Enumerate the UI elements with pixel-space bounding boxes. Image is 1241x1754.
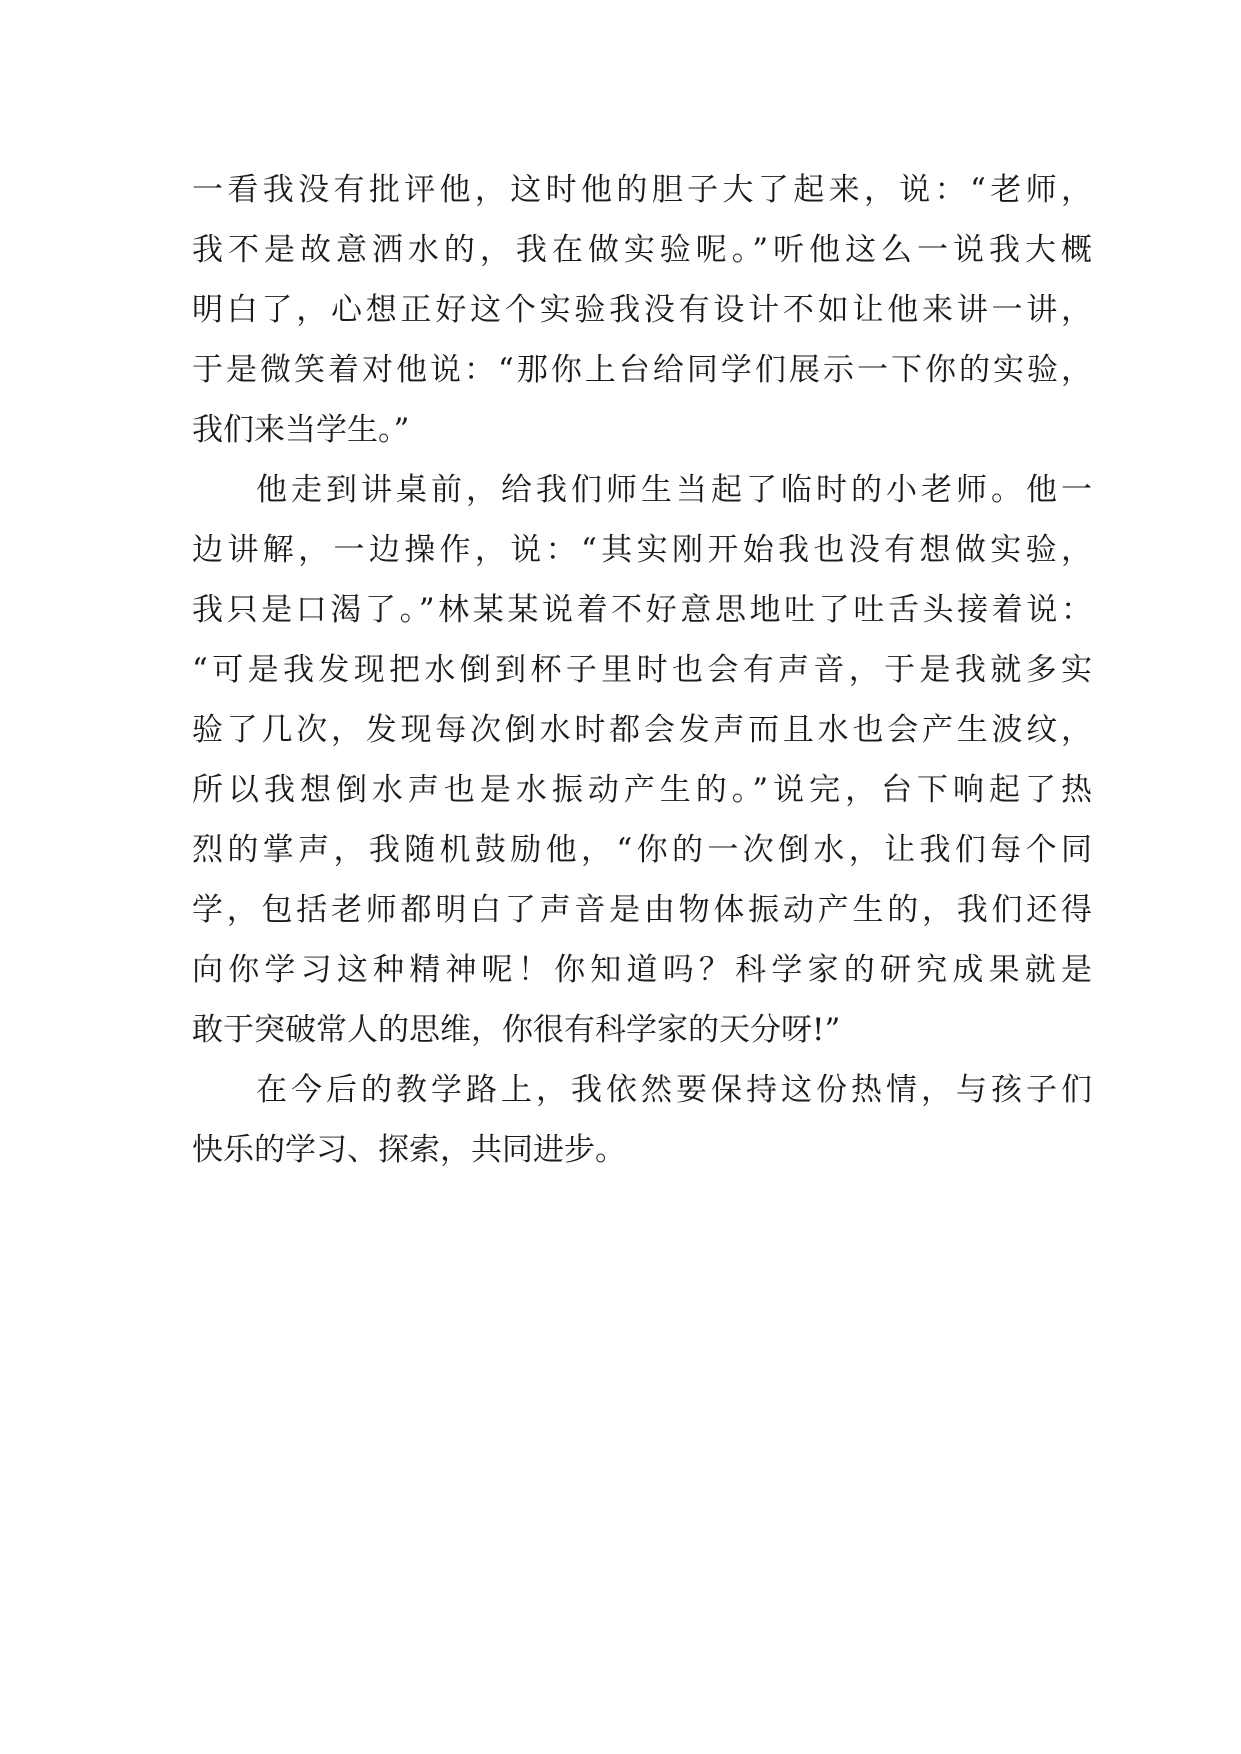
- text-line: “可是我发现把水倒到杯子里时也会有声音，于是我就多实: [192, 652, 1092, 688]
- text-line: 于是微笑着对他说：“那你上台给同学们展示一下你的实验，: [192, 352, 1092, 388]
- text-line: 边讲解，一边操作，说：“其实刚开始我也没有想做实验，: [192, 532, 1092, 568]
- text-line: 敢于突破常人的思维，你很有科学家的天分呀!”: [192, 1012, 841, 1048]
- text-line: 明白了，心想正好这个实验我没有设计不如让他来讲一讲，: [192, 292, 1092, 328]
- paragraph-start-line: 他走到讲桌前，给我们师生当起了临时的小老师。他一: [256, 472, 1092, 508]
- paragraph-start-line: 在今后的教学路上，我依然要保持这份热情，与孩子们: [256, 1072, 1092, 1108]
- body-text: [192, 160, 1092, 1180]
- text-line: 我们来当学生。”: [192, 412, 410, 448]
- text-line: 一看我没有批评他，这时他的胆子大了起来，说：“老师，: [192, 172, 1092, 208]
- text-line: 向你学习这种精神呢！你知道吗？科学家的研究成果就是: [192, 952, 1092, 988]
- text-line: 快乐的学习、探索，共同进步。: [192, 1132, 626, 1168]
- text-line: 验了几次，发现每次倒水时都会发声而且水也会产生波纹，: [192, 712, 1092, 748]
- text-line: 烈的掌声，我随机鼓励他，“你的一次倒水，让我们每个同: [192, 832, 1092, 868]
- text-line: 我不是故意洒水的，我在做实验呢。”听他这么一说我大概: [192, 232, 1092, 268]
- text-line: 学，包括老师都明白了声音是由物体振动产生的，我们还得: [192, 892, 1092, 928]
- text-line: 我只是口渴了。”林某某说着不好意思地吐了吐舌头接着说：: [192, 592, 1092, 628]
- text-line: 所以我想倒水声也是水振动产生的。”说完，台下响起了热: [192, 772, 1092, 808]
